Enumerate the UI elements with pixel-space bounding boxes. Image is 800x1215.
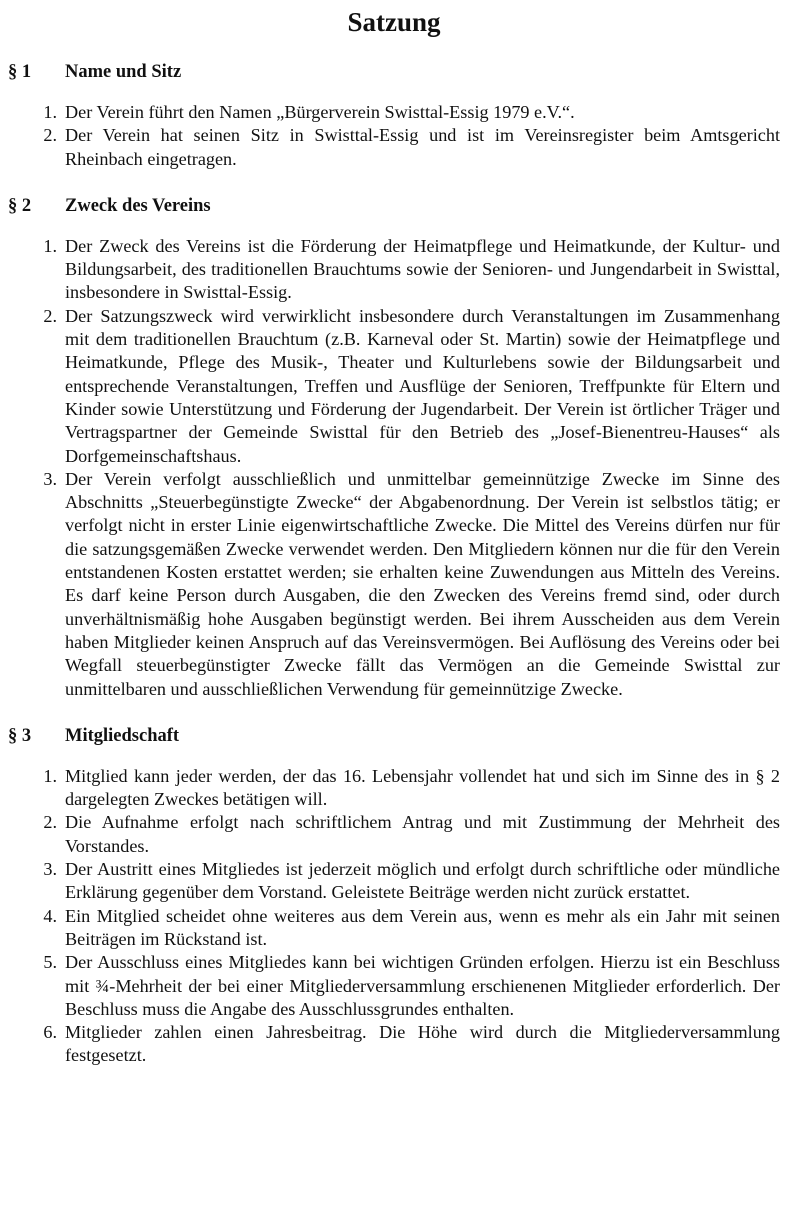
section-title: Name und Sitz: [65, 62, 182, 82]
item-text: Der Zweck des Vereins ist die Förderung der Heimatpflege und Heimatkunde, der Kultur- und Bildungsarbeit, des traditionellen Brauchtums sowie der Senioren- und Jungendarbeit in Swisttal, insbesondere in Swisttal-Essig.: [65, 235, 780, 303]
section-heading: [8, 195, 780, 218]
item-number: 2.: [43, 812, 57, 833]
section-heading: [8, 61, 780, 84]
list-item: [8, 124, 780, 171]
item-number: 1.: [43, 102, 57, 122]
section-heading: [8, 725, 780, 748]
item-number: 2.: [43, 125, 57, 146]
list-item: [8, 858, 780, 905]
item-number: 3.: [43, 468, 57, 489]
item-text: Mitglied kann jeder werden, der das 16. Lebensjahr vollendet hat und sich im Sinne des in § 2 dargelegten Zweckes betätigen will.: [65, 765, 780, 810]
item-text: Ein Mitglied scheidet ohne weiteres aus dem Verein aus, wenn es mehr als ein Jahr mit seinen Beiträgen im Rückstand ist.: [65, 905, 780, 949]
section-zweck-des-vereins: [8, 195, 780, 701]
item-text: Die Aufnahme erfolgt nach schriftlichem Antrag und mit Zustimmung der Mehrheit des Vorstandes.: [65, 812, 780, 856]
item-number: 1.: [43, 235, 57, 256]
section-item-list: [8, 101, 780, 171]
list-item: [8, 811, 780, 858]
list-item: [8, 765, 780, 812]
list-item: [8, 905, 780, 952]
item-number: 1.: [43, 765, 57, 786]
section-title: Mitgliedschaft: [65, 725, 180, 746]
section-number: § 1: [8, 62, 32, 82]
item-number: 5.: [43, 952, 57, 973]
section-item-list: [8, 235, 780, 701]
item-text: Der Satzungszweck wird verwirklicht insbesondere durch Veranstaltungen im Zusammenhang mit dem traditionellen Brauchtum (z.B. Karneval oder St. Martin) sowie der Heimatpflege und Heimatkunde, Pflege des Musik-, Theater und Kulturlebens sowie der Bildungsarbeit und entsprechende Veranstaltungen, Treffen und Ausflüge der Senioren, Treffpunkte für Eltern und Kinder sowie Unterstützung und Förderung der Jugendarbeit. Der Verein ist örtlicher Träger und Vertragspartner der Gemeinde Swisttal für den Betrieb des „Josef-Bienentreu-Hauses“ als Dorfgemeinschaftshaus.: [65, 305, 780, 466]
item-text: Der Austritt eines Mitgliedes ist jederzeit möglich und erfolgt durch schriftliche oder mündliche Erklärung gegenüber dem Vorstand. Geleistete Beiträge werden nicht zurück erstattet.: [65, 859, 780, 903]
document-page: [0, 4, 800, 1215]
item-text: Der Ausschluss eines Mitgliedes kann bei wichtigen Gründen erfolgen. Hierzu ist ein Beschluss mit ¾-Mehrheit der bei einer Mitgliederversammlung erschienenen Mitglieder erforderlich. Der Beschluss muss die Angabe des Ausschlussgrundes enthalten.: [65, 952, 780, 1019]
section-mitgliedschaft: [8, 725, 780, 1068]
item-text: Der Verein führt den Namen „Bürgerverein Swisttal-Essig 1979 e.V.“.: [65, 102, 575, 122]
list-item: [8, 1021, 780, 1068]
item-number: 4.: [43, 905, 57, 926]
item-number: 3.: [43, 859, 57, 880]
list-item: [8, 235, 780, 305]
item-text: Der Verein verfolgt ausschließlich und unmittelbar gemeinnützige Zwecke im Sinne des Abschnitts „Steuerbegünstigte Zwecke“ der Abgabenordnung. Der Verein ist selbstlos tätig; er verfolgt nicht in erster Linie eigenwirtschaftliche Zwecke. Die Mittel des Vereins dürfen nur für die satzungsgemäßen Zwecke verwendet werden. Den Mitgliedern können nur die für den Verein entstandenen Kosten erstattet werden; sie erhalten keine Zuwendungen aus Mitteln des Vereins. Es darf keine Person durch Ausgaben, die den Zwecken des Vereins fremd sind, oder durch unverhältnismäßig hohe Ausgaben begünstigt werden. Bei ihrem Ausscheiden aus dem Verein haben Mitglieder keinen Anspruch auf das Vereinsvermögen. Bei Auflösung des Vereins oder bei Wegfall steuerbegünstigter Zwecke fällt das Vermögen an die Gemeinde Swisttal zur unmittelbaren und ausschließlichen Verwendung für gemeinnützige Zwecke.: [65, 468, 780, 699]
section-number: § 2: [8, 195, 32, 216]
list-item: [8, 468, 780, 701]
item-number: 2.: [43, 305, 57, 326]
list-item: [8, 951, 780, 1021]
item-text: Mitglieder zahlen einen Jahresbeitrag. Die Höhe wird durch die Mitgliederversammlung festgesetzt.: [65, 1022, 780, 1066]
list-item: [8, 101, 780, 124]
item-number: 6.: [43, 1022, 57, 1043]
section-item-list: [8, 765, 780, 1068]
section-name-und-sitz: [8, 61, 780, 171]
list-item: [8, 305, 780, 468]
item-text: Der Verein hat seinen Sitz in Swisttal-Essig und ist im Vereinsregister beim Amtsgericht Rheinbach eingetragen.: [65, 125, 780, 169]
section-title: Zweck des Vereins: [65, 195, 211, 216]
section-number: § 3: [8, 725, 32, 746]
document-title: Satzung: [347, 7, 441, 37]
